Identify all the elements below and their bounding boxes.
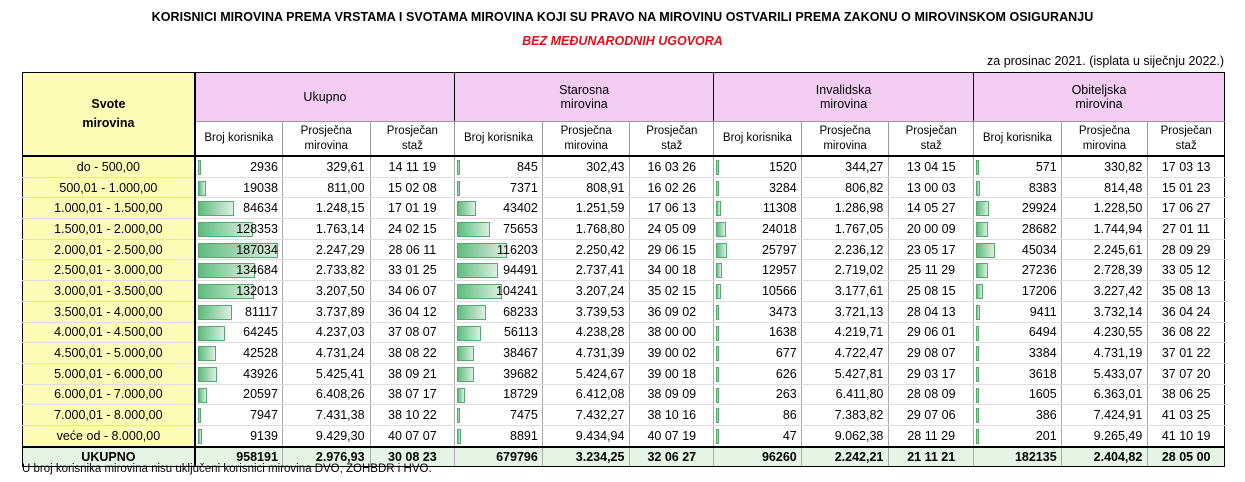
data-bar	[457, 305, 486, 320]
cell-avg: 6.408,26	[282, 384, 370, 405]
data-bar	[976, 243, 995, 258]
data-bar	[198, 181, 206, 196]
cell-staz: 25 11 29	[889, 260, 974, 281]
cell-avg: 302,43	[542, 156, 630, 177]
data-bar	[457, 181, 460, 196]
group-header-obiteljska: Obiteljska mirovina	[974, 73, 1225, 122]
cell-count: 11308	[714, 198, 802, 219]
table-row	[23, 219, 1225, 240]
cell-count: 25797	[714, 239, 802, 260]
cell-avg: 3.227,42	[1061, 281, 1148, 302]
row-label: 1.500,01 - 2.000,00	[23, 219, 195, 240]
data-bar	[976, 408, 979, 423]
cell-avg: 344,27	[801, 156, 889, 177]
row-label: 5.000,01 - 6.000,00	[23, 363, 195, 384]
cell-avg: 3.737,89	[282, 301, 370, 322]
col-header-avg: Prosječna mirovina	[542, 122, 630, 157]
cell-avg: 3.234,25	[542, 447, 630, 467]
cell-staz: 36 09 02	[630, 301, 714, 322]
cell-count: 626	[714, 363, 802, 384]
table-row	[23, 281, 1225, 302]
report-title: KORISNICI MIROVINA PREMA VRSTAMA I SVOTAMA MIROVINA KOJI SU PRAVO NA MIROVINU OSTVARILI PREMA ZAKONU O MIROVINSKOM OSIGURANJU	[151, 10, 1094, 24]
table-row	[23, 198, 1225, 219]
table-row	[23, 156, 1225, 177]
row-label: 2.500,01 - 3.000,00	[23, 260, 195, 281]
cell-avg: 2.404,82	[1061, 447, 1148, 467]
cell-staz: 28 08 09	[889, 384, 974, 405]
col-header-staz: Prosječan staž	[1148, 122, 1225, 157]
cell-staz: 25 08 15	[889, 281, 974, 302]
cell-staz: 38 07 17	[370, 384, 455, 405]
cell-staz: 41 10 19	[1148, 425, 1225, 446]
cell-avg: 3.721,13	[801, 301, 889, 322]
data-bar	[976, 367, 979, 382]
table-row	[23, 425, 1225, 446]
cell-avg: 806,82	[801, 177, 889, 198]
data-bar	[976, 201, 989, 216]
cell-count: 47	[714, 425, 802, 446]
row-label: veće od - 8.000,00	[23, 425, 195, 446]
cell-avg: 811,00	[282, 177, 370, 198]
table-row	[23, 322, 1225, 343]
cell-avg: 4.237,03	[282, 322, 370, 343]
cell-count: 2936	[195, 156, 283, 177]
data-bar	[976, 263, 988, 278]
cell-staz: 24 02 15	[370, 219, 455, 240]
cell-count: 45034	[974, 239, 1062, 260]
cell-avg: 1.248,15	[282, 198, 370, 219]
data-bar	[198, 201, 234, 216]
cell-count: 7371	[455, 177, 543, 198]
cell-count: 8383	[974, 177, 1062, 198]
cell-avg: 4.731,39	[542, 343, 630, 364]
cell-avg: 2.236,12	[801, 239, 889, 260]
cell-avg: 1.228,50	[1061, 198, 1148, 219]
data-bar	[457, 201, 476, 216]
cell-staz: 13 00 03	[889, 177, 974, 198]
cell-avg: 7.383,82	[801, 405, 889, 426]
cell-avg: 2.242,21	[801, 447, 889, 467]
cell-staz: 36 04 24	[1148, 301, 1225, 322]
cell-count: 3284	[714, 177, 802, 198]
cell-avg: 7.432,27	[542, 405, 630, 426]
cell-avg: 4.722,47	[801, 343, 889, 364]
cell-staz: 21 11 21	[889, 447, 974, 467]
cell-count: 677	[714, 343, 802, 364]
data-bar	[716, 429, 719, 444]
cell-staz: 14 05 27	[889, 198, 974, 219]
cell-staz: 34 00 18	[630, 260, 714, 281]
cell-count: 263	[714, 384, 802, 405]
cell-count: 571	[974, 156, 1062, 177]
cell-avg: 4.238,28	[542, 322, 630, 343]
row-label: 7.000,01 - 8.000,00	[23, 405, 195, 426]
cell-count: 201	[974, 425, 1062, 446]
cell-staz: 15 02 08	[370, 177, 455, 198]
cell-staz: 28 11 29	[889, 425, 974, 446]
col-header-count: Broj korisnika	[714, 122, 802, 157]
cell-staz: 28 04 13	[889, 301, 974, 322]
cell-count: 42528	[195, 343, 283, 364]
cell-avg: 2.719,02	[801, 260, 889, 281]
cell-count: 64245	[195, 322, 283, 343]
cell-staz: 34 06 07	[370, 281, 455, 302]
svote-header	[23, 73, 195, 157]
cell-avg: 9.265,49	[1061, 425, 1148, 446]
cell-avg: 808,91	[542, 177, 630, 198]
cell-staz: 16 03 26	[630, 156, 714, 177]
table-row	[23, 405, 1225, 426]
row-label: 3.500,01 - 4.000,00	[23, 301, 195, 322]
col-header-count: Broj korisnika	[195, 122, 283, 157]
pension-table	[22, 72, 1225, 467]
cell-avg: 9.062,38	[801, 425, 889, 446]
cell-avg: 1.251,59	[542, 198, 630, 219]
cell-avg: 1.744,94	[1061, 219, 1148, 240]
data-bar	[198, 429, 202, 444]
row-label: 6.000,01 - 7.000,00	[23, 384, 195, 405]
cell-staz: 39 00 18	[630, 363, 714, 384]
cell-count: 68233	[455, 301, 543, 322]
data-bar	[716, 326, 719, 341]
total-label: UKUPNO	[23, 447, 195, 467]
cell-count: 132013	[195, 281, 283, 302]
data-bar	[716, 243, 727, 258]
data-bar	[976, 305, 980, 320]
data-bar	[976, 346, 979, 361]
col-header-count: Broj korisnika	[974, 122, 1062, 157]
cell-staz: 23 05 17	[889, 239, 974, 260]
cell-count: 187034	[195, 239, 283, 260]
cell-avg: 1.763,14	[282, 219, 370, 240]
cell-count: 3618	[974, 363, 1062, 384]
cell-staz: 28 05 00	[1148, 447, 1225, 467]
data-bar	[716, 388, 719, 403]
cell-count: 1520	[714, 156, 802, 177]
data-bar	[198, 367, 217, 382]
report-subtitle: BEZ MEĐUNARODNIH UGOVORA	[522, 34, 723, 48]
col-header-staz: Prosječan staž	[889, 122, 974, 157]
svote-header-line: mirovina	[82, 116, 135, 130]
cell-avg: 1.286,98	[801, 198, 889, 219]
col-header-count: Broj korisnika	[455, 122, 543, 157]
cell-staz: 16 02 26	[630, 177, 714, 198]
cell-count: 19038	[195, 177, 283, 198]
cell-count: 7947	[195, 405, 283, 426]
cell-avg: 2.737,41	[542, 260, 630, 281]
cell-count: 3473	[714, 301, 802, 322]
data-bar	[976, 429, 979, 444]
cell-staz: 37 01 22	[1148, 343, 1225, 364]
cell-count: 1605	[974, 384, 1062, 405]
cell-count: 1638	[714, 322, 802, 343]
cell-count: 7475	[455, 405, 543, 426]
cell-avg: 5.427,81	[801, 363, 889, 384]
row-label: 4.000,01 - 4.500,00	[23, 322, 195, 343]
cell-staz: 37 07 20	[1148, 363, 1225, 384]
cell-count: 27236	[974, 260, 1062, 281]
cell-avg: 1.768,80	[542, 219, 630, 240]
data-bar	[457, 429, 461, 444]
cell-count: 20597	[195, 384, 283, 405]
cell-count: 12957	[714, 260, 802, 281]
cell-count: 24018	[714, 219, 802, 240]
cell-avg: 5.433,07	[1061, 363, 1148, 384]
cell-staz: 17 06 13	[630, 198, 714, 219]
cell-count: 43402	[455, 198, 543, 219]
data-bar	[976, 388, 979, 403]
cell-avg: 9.429,30	[282, 425, 370, 446]
cell-count: 17206	[974, 281, 1062, 302]
data-bar	[716, 222, 726, 237]
data-bar	[716, 160, 719, 175]
data-bar	[457, 408, 460, 423]
cell-staz: 35 02 15	[630, 281, 714, 302]
data-bar	[457, 367, 474, 382]
cell-staz: 38 06 25	[1148, 384, 1225, 405]
cell-staz: 29 03 17	[889, 363, 974, 384]
cell-staz: 29 06 15	[630, 239, 714, 260]
cell-staz: 40 07 07	[370, 425, 455, 446]
cell-avg: 3.177,61	[801, 281, 889, 302]
cell-staz: 35 08 13	[1148, 281, 1225, 302]
cell-staz: 37 08 07	[370, 322, 455, 343]
cell-avg: 3.732,14	[1061, 301, 1148, 322]
data-bar	[976, 160, 979, 175]
cell-staz: 38 00 00	[630, 322, 714, 343]
cell-count: 134684	[195, 260, 283, 281]
data-bar	[198, 346, 216, 361]
cell-avg: 2.245,61	[1061, 239, 1148, 260]
cell-staz: 28 09 29	[1148, 239, 1225, 260]
cell-staz: 28 06 11	[370, 239, 455, 260]
cell-staz: 33 01 25	[370, 260, 455, 281]
table-row	[23, 343, 1225, 364]
cell-avg: 3.739,53	[542, 301, 630, 322]
cell-count: 28682	[974, 219, 1062, 240]
data-bar	[716, 181, 719, 196]
cell-avg: 329,61	[282, 156, 370, 177]
cell-avg: 3.207,24	[542, 281, 630, 302]
cell-count: 9139	[195, 425, 283, 446]
row-label: do - 500,00	[23, 156, 195, 177]
cell-count: 386	[974, 405, 1062, 426]
cell-staz: 27 01 11	[1148, 219, 1225, 240]
group-header-invalidska: Invalidska mirovina	[714, 73, 974, 122]
cell-count: 8891	[455, 425, 543, 446]
row-label: 3.000,01 - 3.500,00	[23, 281, 195, 302]
data-bar	[457, 222, 489, 237]
cell-staz: 39 00 02	[630, 343, 714, 364]
cell-count: 43926	[195, 363, 283, 384]
cell-staz: 38 08 22	[370, 343, 455, 364]
cell-staz: 36 08 22	[1148, 322, 1225, 343]
data-bar	[716, 201, 721, 216]
group-header-starosna: Starosna mirovina	[455, 73, 714, 122]
cell-avg: 2.247,29	[282, 239, 370, 260]
cell-avg: 6.363,01	[1061, 384, 1148, 405]
cell-staz: 38 09 21	[370, 363, 455, 384]
data-bar	[716, 346, 719, 361]
cell-staz: 38 10 16	[630, 405, 714, 426]
cell-avg: 6.412,08	[542, 384, 630, 405]
group-header-ukupno: Ukupno	[195, 73, 455, 122]
cell-count: 96260	[714, 447, 802, 467]
cell-count: 9411	[974, 301, 1062, 322]
table-row	[23, 239, 1225, 260]
cell-avg: 5.424,67	[542, 363, 630, 384]
cell-staz: 20 00 09	[889, 219, 974, 240]
table-row	[23, 260, 1225, 281]
data-bar	[716, 263, 722, 278]
cell-count: 3384	[974, 343, 1062, 364]
cell-staz: 17 01 19	[370, 198, 455, 219]
row-label: 4.500,01 - 5.000,00	[23, 343, 195, 364]
cell-count: 6494	[974, 322, 1062, 343]
cell-staz: 29 07 06	[889, 405, 974, 426]
cell-avg: 6.411,80	[801, 384, 889, 405]
cell-staz: 32 06 27	[630, 447, 714, 467]
cell-avg: 4.219,71	[801, 322, 889, 343]
cell-staz: 17 06 27	[1148, 198, 1225, 219]
footnote: U broj korisnika mirovina nisu uključeni korisnici mirovina DVO, ZOHBDR i HVO.	[22, 463, 432, 475]
report-period: za prosinac 2021. (isplata u siječnju 2022.)	[987, 54, 1224, 68]
cell-staz: 29 06 01	[889, 322, 974, 343]
cell-count: 18729	[455, 384, 543, 405]
data-bar	[716, 305, 719, 320]
data-bar	[457, 388, 465, 403]
cell-count: 38467	[455, 343, 543, 364]
cell-avg: 9.434,94	[542, 425, 630, 446]
data-bar	[198, 326, 225, 341]
cell-staz: 29 08 07	[889, 343, 974, 364]
cell-staz: 38 09 09	[630, 384, 714, 405]
cell-avg: 814,48	[1061, 177, 1148, 198]
cell-count: 56113	[455, 322, 543, 343]
svote-header-line: Svote	[91, 97, 126, 111]
col-header-avg: Prosječna mirovina	[1061, 122, 1148, 157]
cell-count: 86	[714, 405, 802, 426]
cell-staz: 17 03 13	[1148, 156, 1225, 177]
data-bar	[457, 160, 460, 175]
cell-count: 84634	[195, 198, 283, 219]
data-bar	[716, 367, 719, 382]
col-header-avg: Prosječna mirovina	[282, 122, 370, 157]
data-bar	[976, 181, 980, 196]
data-bar	[198, 305, 233, 320]
cell-avg: 5.425,41	[282, 363, 370, 384]
cell-count: 104241	[455, 281, 543, 302]
cell-avg: 3.207,50	[282, 281, 370, 302]
cell-avg: 4.731,19	[1061, 343, 1148, 364]
cell-count: 128353	[195, 219, 283, 240]
col-header-staz: Prosječan staž	[630, 122, 714, 157]
cell-staz: 38 10 22	[370, 405, 455, 426]
cell-count: 845	[455, 156, 543, 177]
cell-avg: 2.733,82	[282, 260, 370, 281]
cell-avg: 2.728,39	[1061, 260, 1148, 281]
cell-staz: 15 01 23	[1148, 177, 1225, 198]
data-bar	[457, 326, 481, 341]
row-label: 1.000,01 - 1.500,00	[23, 198, 195, 219]
table-row	[23, 363, 1225, 384]
cell-staz: 14 11 19	[370, 156, 455, 177]
data-bar	[198, 160, 201, 175]
cell-staz: 24 05 09	[630, 219, 714, 240]
cell-avg: 7.424,91	[1061, 405, 1148, 426]
cell-staz: 30 08 23	[370, 447, 455, 467]
cell-count: 958191	[195, 447, 283, 467]
data-bar	[198, 408, 201, 423]
data-bar	[457, 346, 473, 361]
cell-count: 29924	[974, 198, 1062, 219]
row-label: 500,01 - 1.000,00	[23, 177, 195, 198]
cell-count: 10566	[714, 281, 802, 302]
cell-avg: 7.431,38	[282, 405, 370, 426]
col-header-staz: Prosječan staž	[370, 122, 455, 157]
data-bar	[716, 408, 719, 423]
data-bar	[976, 222, 988, 237]
cell-count: 75653	[455, 219, 543, 240]
cell-staz: 36 04 12	[370, 301, 455, 322]
cell-count: 116203	[455, 239, 543, 260]
table-row	[23, 384, 1225, 405]
table-row	[23, 301, 1225, 322]
cell-avg: 4.230,55	[1061, 322, 1148, 343]
data-bar	[457, 263, 497, 278]
data-bar	[716, 284, 721, 299]
cell-staz: 40 07 19	[630, 425, 714, 446]
cell-count: 94491	[455, 260, 543, 281]
data-bar	[976, 284, 983, 299]
data-bar	[976, 326, 979, 341]
col-header-avg: Prosječna mirovina	[801, 122, 889, 157]
table-row	[23, 177, 1225, 198]
cell-count: 81117	[195, 301, 283, 322]
cell-avg: 2.250,42	[542, 239, 630, 260]
cell-avg: 4.731,24	[282, 343, 370, 364]
cell-count: 182135	[974, 447, 1062, 467]
cell-staz: 13 04 15	[889, 156, 974, 177]
cell-count: 39682	[455, 363, 543, 384]
cell-avg: 2.976,93	[282, 447, 370, 467]
row-label: 2.000,01 - 2.500,00	[23, 239, 195, 260]
cell-avg: 330,82	[1061, 156, 1148, 177]
cell-count: 679796	[455, 447, 543, 467]
cell-staz: 41 03 25	[1148, 405, 1225, 426]
cell-staz: 33 05 12	[1148, 260, 1225, 281]
data-bar	[198, 388, 207, 403]
cell-avg: 1.767,05	[801, 219, 889, 240]
